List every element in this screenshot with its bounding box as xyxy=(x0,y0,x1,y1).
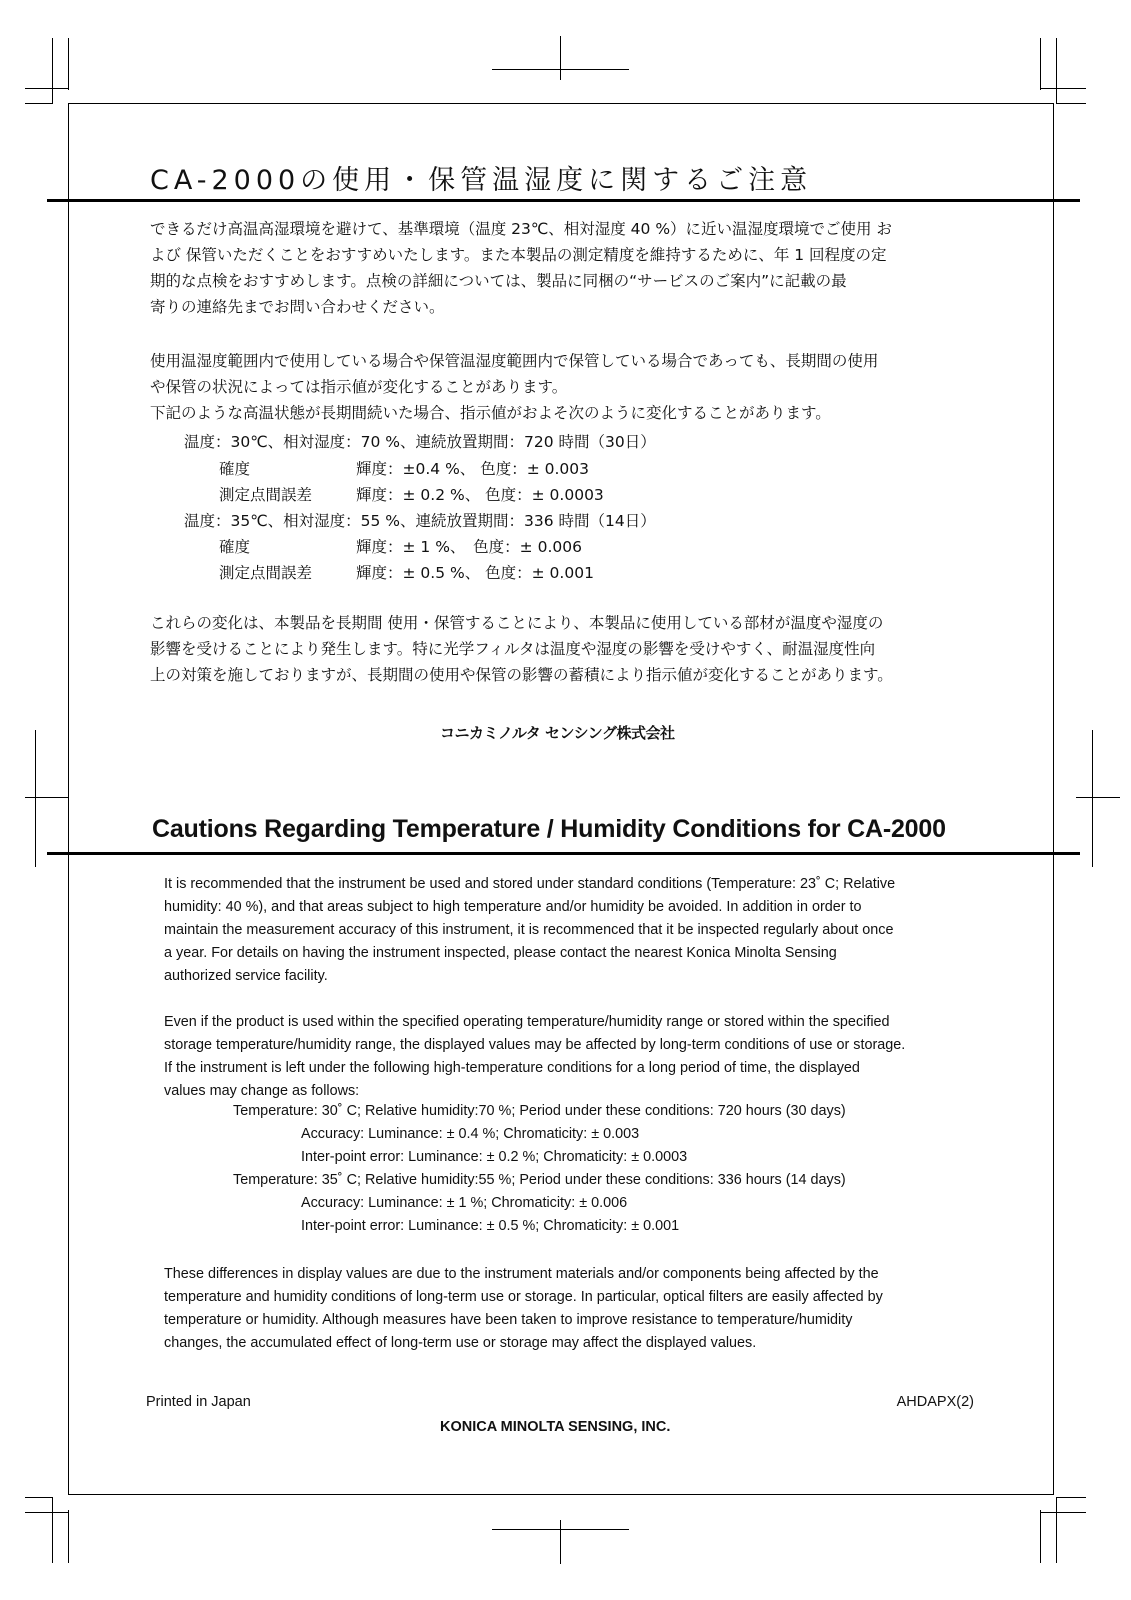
condition-value: 輝度：±0.4 %、 色度：± 0.003 xyxy=(356,460,590,478)
condition-value: 輝度：± 0.5 %、 色度：± 0.001 xyxy=(356,564,594,582)
condition-label: 測定点間誤差 xyxy=(219,564,313,582)
japanese-paragraph-1 xyxy=(150,216,980,320)
japanese-company-name: コニカミノルタ センシング株式会社 xyxy=(440,724,675,742)
text-line: 期的な点検をおすすめします。点検の詳細については、製品に同梱の“サービスのご案内”に記載の最 xyxy=(150,272,847,290)
text-line: temperature or humidity. Although measures have been taken to improve resistance to temperature/humidity xyxy=(164,1312,853,1328)
text-line: values may change as follows: xyxy=(164,1083,360,1099)
text-line: a year. For details on having the instrument inspected, please contact the nearest Konica Minolta Sensing xyxy=(164,945,837,961)
japanese-paragraph-2 xyxy=(150,348,980,426)
printed-in-label: Printed in Japan xyxy=(146,1394,251,1410)
text-line: 寄りの連絡先までお問い合わせください。 xyxy=(150,298,445,316)
condition-row: Accuracy: Luminance: ± 1 %; Chromaticity: ± 0.006 xyxy=(301,1195,628,1211)
text-line: 上の対策を施しておりますが、長期間の使用や保管の影響の蓄積により指示値が変化することがあります。 xyxy=(150,666,893,684)
text-line: It is recommended that the instrument be used and stored under standard conditions (Temperature: 23˚ C; Relative xyxy=(164,876,896,892)
english-title-rule xyxy=(47,852,1080,855)
text-line: 影響を受けることにより発生します。特に光学フィルタは温度や湿度の影響を受けやすく、耐温湿度性向 xyxy=(150,640,876,658)
text-line: できるだけ高温高湿環境を避けて、基準環境（温度 23℃、相対湿度 40 %）に近い温湿度環境でご使用 お xyxy=(150,220,892,238)
text-line: maintain the measurement accuracy of this instrument, it is recommenced that it be inspected regularly about once xyxy=(164,922,894,938)
japanese-title-rule xyxy=(47,199,1080,202)
english-title: Cautions Regarding Temperature / Humidity Conditions for CA-2000 xyxy=(152,815,946,843)
text-line: storage temperature/humidity range, the displayed values may be affected by long-term conditions of use or storage. xyxy=(164,1037,906,1053)
condition-row: Inter-point error: Luminance: ± 0.2 %; Chromaticity: ± 0.0003 xyxy=(301,1149,688,1165)
text-line: If the instrument is left under the following high-temperature conditions for a long period of time, the displayed xyxy=(164,1060,860,1076)
japanese-title: CA-2000の使用・保管温湿度に関するご注意 xyxy=(150,165,813,196)
condition-header: Temperature: 35˚ C; Relative humidity:55 %; Period under these conditions: 336 hours (14 days) xyxy=(233,1172,846,1188)
condition-value: 輝度：± 0.2 %、 色度：± 0.0003 xyxy=(356,486,604,504)
japanese-paragraph-3 xyxy=(150,610,980,688)
text-line: 使用温湿度範囲内で使用している場合や保管温湿度範囲内で保管している場合であっても、長期間の使用 xyxy=(150,352,879,370)
text-line: 下記のような高温状態が長期間続いた場合、指示値がおよそ次のように変化することがあります。 xyxy=(150,404,831,422)
text-line: Even if the product is used within the specified operating temperature/humidity range or stored within the specified xyxy=(164,1014,890,1030)
english-paragraph-2 xyxy=(164,1011,994,1103)
condition-header: 温度：35℃、相対湿度：55 %、連続放置期間：336 時間（14日） xyxy=(184,512,656,530)
text-line: humidity: 40 %), and that areas subject to high temperature and/or humidity be avoided. In addition in order to xyxy=(164,899,862,915)
english-paragraph-1 xyxy=(164,873,994,988)
condition-label: 確度 xyxy=(219,538,251,556)
condition-header: 温度：30℃、相対湿度：70 %、連続放置期間：720 時間（30日） xyxy=(184,433,656,451)
footer-company-name: KONICA MINOLTA SENSING, INC. xyxy=(440,1419,671,1435)
text-line: changes, the accumulated effect of long-term use or storage may affect the displayed values. xyxy=(164,1335,757,1351)
condition-header: Temperature: 30˚ C; Relative humidity:70 %; Period under these conditions: 720 hours (30 days) xyxy=(233,1103,846,1119)
condition-row: Accuracy: Luminance: ± 0.4 %; Chromaticity: ± 0.003 xyxy=(301,1126,640,1142)
text-line: These differences in display values are due to the instrument materials and/or components being affected by the xyxy=(164,1266,879,1282)
condition-label: 測定点間誤差 xyxy=(219,486,313,504)
condition-row: Inter-point error: Luminance: ± 0.5 %; Chromaticity: ± 0.001 xyxy=(301,1218,680,1234)
document-code: AHDAPX(2) xyxy=(896,1394,974,1410)
condition-label: 確度 xyxy=(219,460,251,478)
english-paragraph-3 xyxy=(164,1263,994,1355)
condition-value: 輝度：± 1 %、 色度：± 0.006 xyxy=(356,538,582,556)
text-line: temperature and humidity conditions of long-term use or storage. In particular, optical filters are easily affected by xyxy=(164,1289,883,1305)
text-line: これらの変化は、本製品を長期間 使用・保管することにより、本製品に使用している部材が温度や湿度の xyxy=(150,614,884,632)
text-line: authorized service facility. xyxy=(164,968,328,984)
text-line: や保管の状況によっては指示値が変化することがあります。 xyxy=(150,378,568,396)
text-line: よび 保管いただくことをおすすめいたします。また本製品の測定精度を維持するために、年 1 回程度の定 xyxy=(150,246,887,264)
